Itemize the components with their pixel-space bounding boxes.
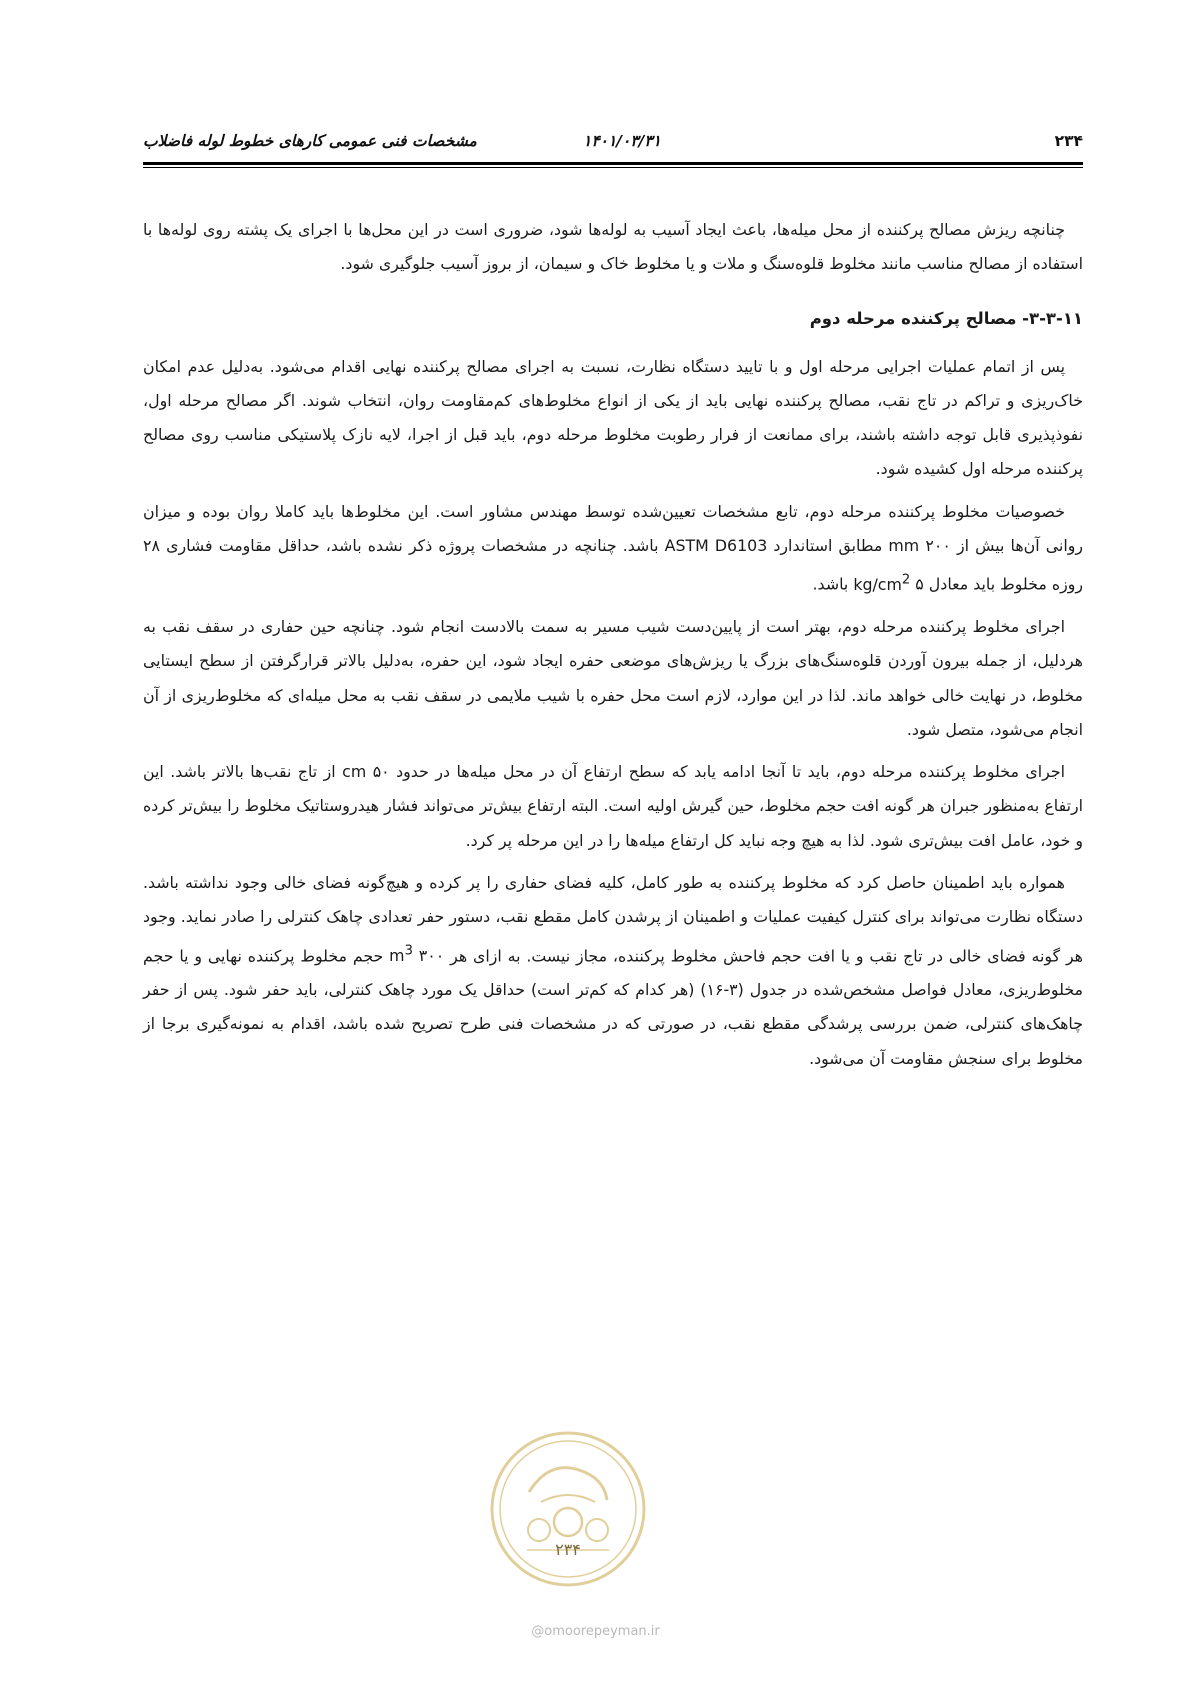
header-rule-thin (143, 167, 1083, 168)
paragraph-3: اجرای مخلوط پرکننده مرحله دوم، بهتر است از پایین‌دست شیب مسیر به سمت بالادست انجام شود. چنانچه حین حفاری در سقف نقب به هردلیل، از جمله بیرون آوردن قلوه‌سنگ‌های بزرگ یا ریزش‌های موضعی حفره ایجاد شود، این حفره، به‌دلیل بالاتر قرارگرفتن از سطح ایستایی مخلوط، در نهایت خالی خواهد ماند. لذا در این موارد، لازم است محل حفره با شیب ملایمی در سقف نقب به محل میله‌ای که مخلوط‌ریزی از آن انجام می‌شود، متصل شود. (143, 616, 1083, 739)
paragraph-5 (143, 866, 1083, 1076)
section-heading: ۳-۳-۱۱- مصالح پرکننده مرحله دوم (809, 308, 1083, 328)
paragraph-2 (143, 495, 1083, 602)
header-date: ۱۴۰۱/۰۳/۳۱ (583, 132, 661, 150)
para2-text-d: ۵ باشد. (812, 574, 924, 594)
publisher-seal-icon (489, 1430, 647, 1588)
pressure-unit-base: kg/cm (853, 574, 902, 594)
para2-text-b: مطابق استاندارد (767, 536, 889, 556)
intro-paragraph: چنانچه ریزش مصالح پرکننده از محل میله‌ها، باعث ایجاد آسیب به لوله‌ها شود، ضروری است در این محل‌ها با اجرای یک پشته روی لوله‌ها با استفاده از مصالح مناسب مانند مخلوط قلوه‌سنگ و ملات و یا مخلوط خاک و سیمان، از بروز آسیب جلوگیری شود. (143, 220, 1083, 274)
para2-text-c: باشد. چنانچه در مشخصات پروژه ذکر نشده باشد، حداقل مقاومت فشاری ۲۸ روزه مخلوط باید معادل (143, 536, 1083, 594)
para5-text-a: همواره باید اطمینان حاصل کرد که مخلوط پرکننده به طور کامل، کلیه فضای حفاری را پر کرده و هیچ‌گونه فضای خالی وجود نداشته باشد. دستگاه نظارت می‌تواند برای کنترل کیفیت عملیات و اطمینان از پرشدن کامل مقطع نقب، دستور حفر تعدادی چاهک کنترلی را صادر نماید. وجود هر گونه فضای خالی در تاج نقب و یا افت حجم فاحش مخلوط پرکننده، مجاز نیست. به ازای هر (143, 873, 1083, 965)
document-body (143, 213, 1083, 1084)
header-title: مشخصات فنی عمومی کارهای خطوط لوله فاضلاب (143, 132, 477, 150)
para2-text-a: خصوصیات مخلوط پرکننده مرحله دوم، تابع مشخصات تعیین‌شده توسط مهندس مشاور است. این مخلوط‌ها باید کاملا روان بوده و میزان روانی آن‌ها بیش از (143, 501, 1084, 556)
seal-page-number: ۲۳۴ (555, 1540, 581, 1559)
volume-exponent: 3 (404, 943, 413, 959)
para4-text-a: اجرای مخلوط پرکننده مرحله دوم، باید تا آنجا ادامه یابد که سطح ارتفاع آن در محل میله‌ها در حدود (389, 762, 1065, 782)
page-number: ۲۳۴ (1054, 132, 1083, 150)
astm-standard: ASTM D6103 (664, 536, 768, 556)
flow-value: ۲۰۰ mm (888, 536, 951, 556)
pressure-unit-exponent: 2 (901, 572, 911, 588)
para4-text-b: از تاج نقب‌ها بالاتر باشد. این ارتفاع به‌منظور جبران هر گونه افت حجم مخلوط، حین گیرش اولیه است. البته ارتفاع بیش‌تر می‌تواند فشار هیدروستاتیک مخلوط را بیش‌تر کرده و خود، عامل افت بیش‌تری شود. لذا به هیچ وجه نباید کل ارتفاع میله‌ها را در این مرحله پر کرد. (143, 762, 1083, 850)
header-rule-thick (143, 162, 1083, 165)
paragraph-1: پس از اتمام عملیات اجرایی مرحله اول و با تایید دستگاه نظارت، نسبت به اجرای مصالح پرکننده نهایی اقدام می‌شود. به‌دلیل عدم امکان خاک‌ریزی و تراکم در تاج نقب، مصالح پرکننده نهایی باید از یکی از انواع مخلوط‌های کم‌مقاومت روان، انتخاب شوند. اگر مصالح مرحله اول، نفوذپذیری قابل توجه داشته باشند، برای ممانعت از فرار رطوبت مخلوط مرحله دوم، باید قبل از اجرا، لایه نازک پلاستیکی مناسب روی مصالح پرکننده مرحله اول کشیده شود. (143, 356, 1083, 479)
height-value: cm ۵۰ (342, 762, 390, 782)
volume-value (389, 943, 445, 965)
watermark-text: @omoorepeyman.ir (531, 1624, 660, 1639)
volume-value-base: ۳۰۰ m (389, 945, 445, 965)
para5-text-b: حجم مخلوط پرکننده نهایی و یا حجم مخلوط‌ریزی، معادل فواصل مشخص‌شده در جدول (۳-۱۶) (هر کدام که کم‌تر است) حداقل یک مورد چاهک کنترلی، باید حفر شود. پس از حفر چاهک‌های کنترلی، ضمن بررسی پرشدگی مقطع نقب، در صورتی که در مشخصات فنی طرح تصریح شده باشد، اقدام به نمونه‌گیری برجا از مخلوط برای سنجش مقاومت آن می‌شود. (143, 945, 1083, 1068)
page-header (143, 128, 1083, 154)
paragraph-4 (143, 755, 1083, 858)
